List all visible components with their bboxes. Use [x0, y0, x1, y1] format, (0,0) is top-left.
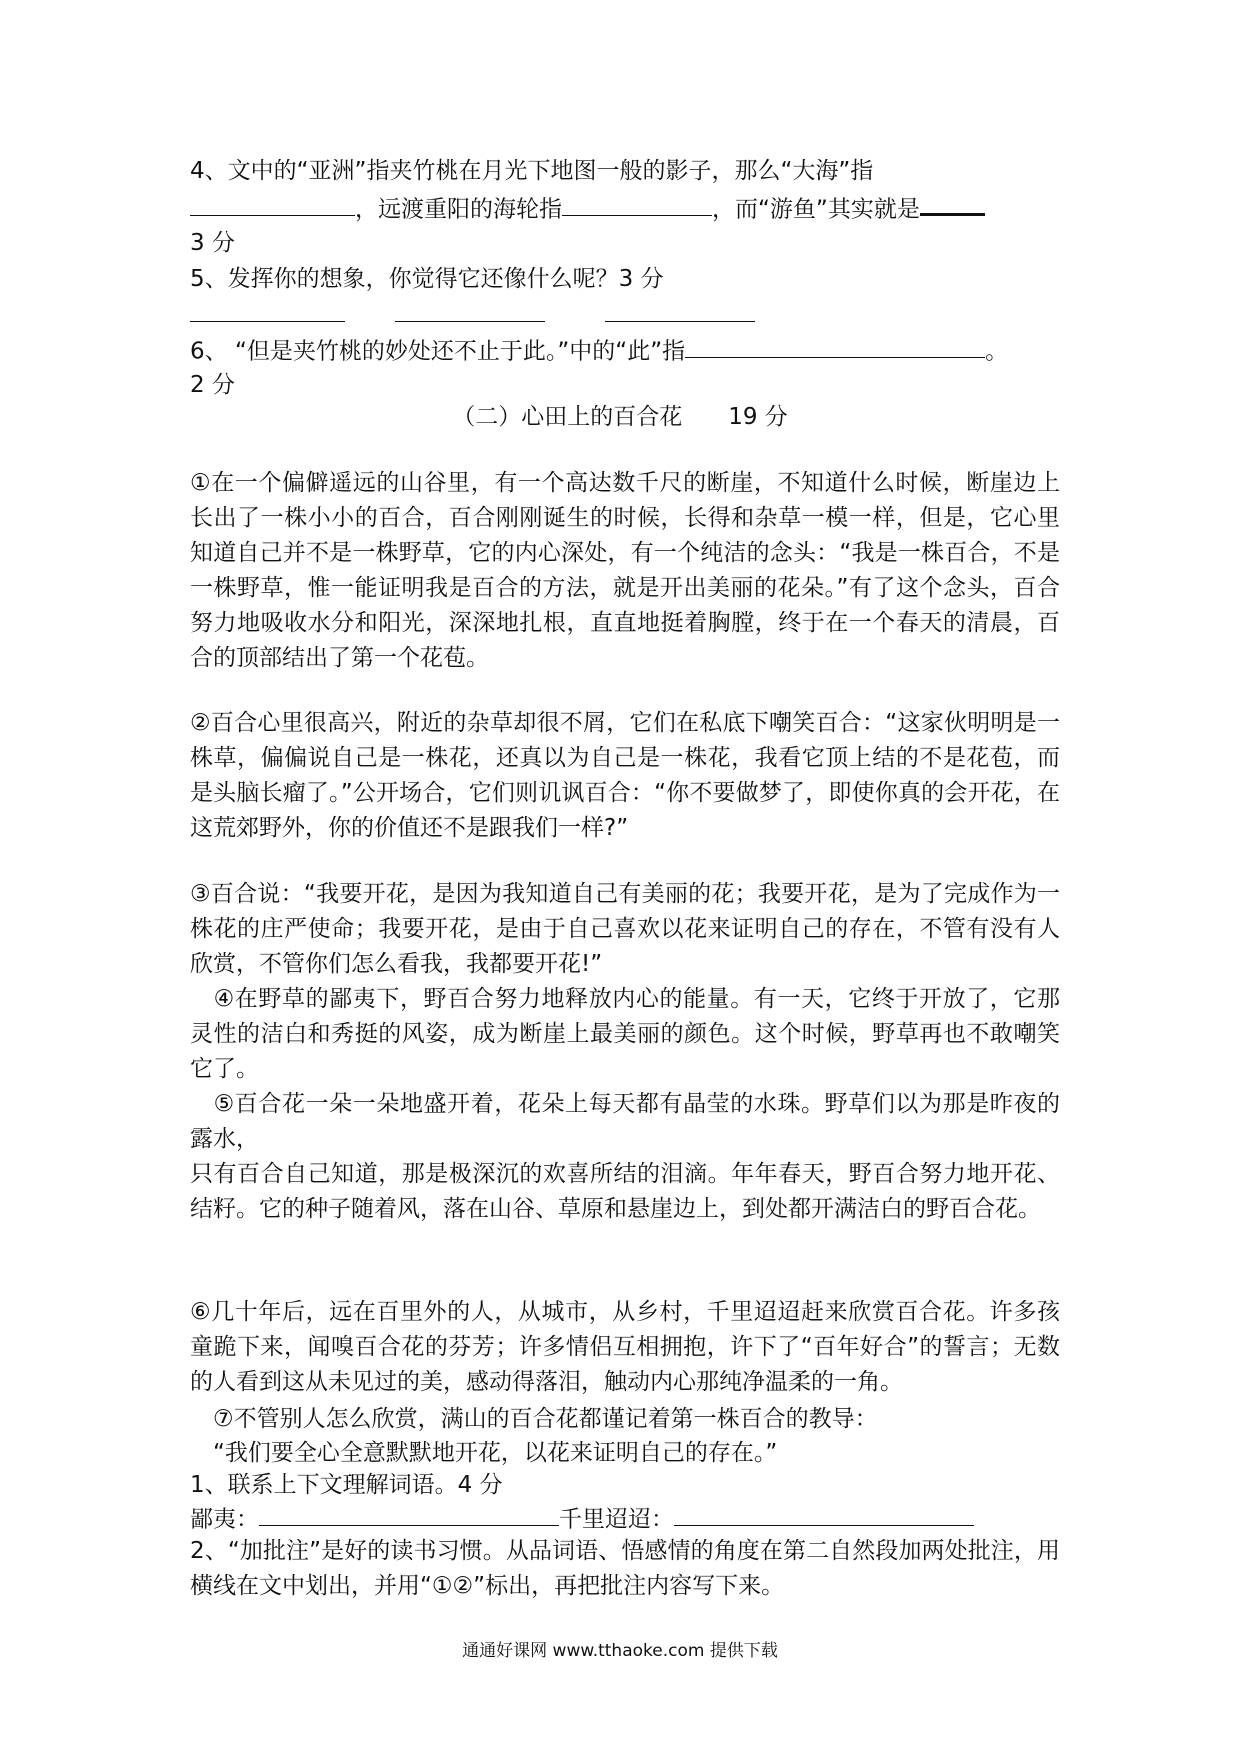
section-title: （二）心田上的百合花 19 分 [452, 404, 788, 430]
answer-blank[interactable] [190, 190, 355, 216]
paragraph-7a: ⑦不管别人怎么欣赏，满山的百合花都谨记着第一株百合的教导： [190, 1406, 878, 1432]
q5-blanks [190, 296, 755, 328]
q4-score: 3 分 [190, 230, 235, 256]
answer-blank[interactable] [259, 1500, 559, 1526]
q1-label2: 千里迢迢： [559, 1506, 674, 1533]
answer-blank[interactable] [562, 190, 712, 216]
paragraph-5a: ⑤百合花一朵一朵地盛开着，花朵上每天都有晶莹的水珠。野草们以为那是昨夜的露水， [190, 1091, 1060, 1152]
paragraph-4: ④在野草的鄙夷下，野百合努力地释放内心的能量。有一天，它终于开放了，它那灵性的洁白和秀挺的风姿，成为断崖上最美丽的颜色。这个时候，野草再也不敢嘲笑它了。 [190, 986, 1060, 1082]
q6-score: 2 分 [190, 372, 235, 398]
q1-answers [190, 1500, 974, 1533]
q6-text: 6、 “但是夹竹桃的妙处还不止于此。”中的“此”指 [190, 338, 686, 365]
answer-blank[interactable] [190, 296, 345, 322]
paragraph-6: ⑥几十年后，远在百里外的人，从城市，从乡村，千里迢迢赶来欣赏百合花。许多孩童跪下来，闻嗅百合花的芬芳；许多情侣互相拥抱，许下了“百年好合”的誓言；无数的人看到这从未见过的美，感动得落泪，触动内心那纯净温柔的一角。 [190, 1299, 1060, 1395]
q6-end: 。 [985, 338, 1009, 365]
q1-text: 1、联系上下文理解词语。4 分 [190, 1472, 503, 1498]
paragraph-2: ②百合心里很高兴，附近的杂草却很不屑，它们在私底下嘲笑百合：“这家伙明明是一株草，偏偏说自己是一株花，还真以为自己是一株花，我看它顶上结的不是花苞，而是头脑长瘤了。”公开场合，它们则讥讽百合：“你不要做梦了，即使你真的会开花，在这荒郊野外，你的价值还不是跟我们一样?” [190, 710, 1060, 841]
answer-blank[interactable] [674, 1500, 974, 1526]
paragraph-3: ③百合说：“我要开花，是因为我知道自己有美丽的花；我要开花，是为了完成作为一株花的庄严使命；我要开花，是由于自己喜欢以花来证明自己的存在，不管有没有人欣赏，不管你们怎么看我，我都要开花!” [190, 881, 1060, 977]
answer-blank[interactable] [605, 296, 755, 322]
q6-line [190, 332, 1008, 365]
paragraph-7b: “我们要全心全意默默地开花，以花来证明自己的存在。” [190, 1440, 778, 1466]
q5-text: 5、发挥你的想象，你觉得它还像什么呢？3 分 [190, 266, 664, 292]
q1-label1: 鄙夷： [190, 1506, 259, 1533]
q4-line1: 4、文中的“亚洲”指夹竹桃在月光下地图一般的影子，那么“大海”指 [190, 158, 874, 184]
q4-line2 [190, 188, 985, 223]
answer-blank[interactable] [685, 332, 985, 358]
paragraph-1: ①在一个偏僻遥远的山谷里，有一个高达数千尺的断崖，不知道什么时候，断崖边上长出了一株小小的百合，百合刚刚诞生的时候，长得和杂草一模一样，但是，它心里知道自己并不是一株野草，它的内心深处，有一个纯洁的念头：“我是一株百合，不是一株野草，惟一能证明我是百合的方法，就是开出美丽的花朵。”有了这个念头，百合努力地吸收水分和阳光，深深地扎根，直直地挺着胸膛，终于在一个春天的清晨，百合的顶部结出了第一个花苞。 [190, 470, 1060, 671]
footer-credit: 通通好课网 www.tthaoke.com 提供下载 [462, 1641, 778, 1661]
answer-blank[interactable] [395, 296, 545, 322]
answer-blank[interactable] [920, 188, 985, 216]
q4-mid2: ，而“游鱼”其实就是 [712, 196, 920, 223]
q4-mid1: ，远渡重阳的海轮指 [355, 196, 562, 223]
paragraph-5b: 只有百合自己知道，那是极深沉的欢喜所结的泪滴。年年春天，野百合努力地开花、结籽。它的种子随着风，落在山谷、草原和悬崖边上，到处都开满洁白的野百合花。 [190, 1161, 1060, 1222]
q2-text: 2、“加批注”是好的读书习惯。从品词语、悟感情的角度在第二自然段加两处批注，用横线在文中划出，并用“①②”标出，再把批注内容写下来。 [190, 1538, 1060, 1599]
